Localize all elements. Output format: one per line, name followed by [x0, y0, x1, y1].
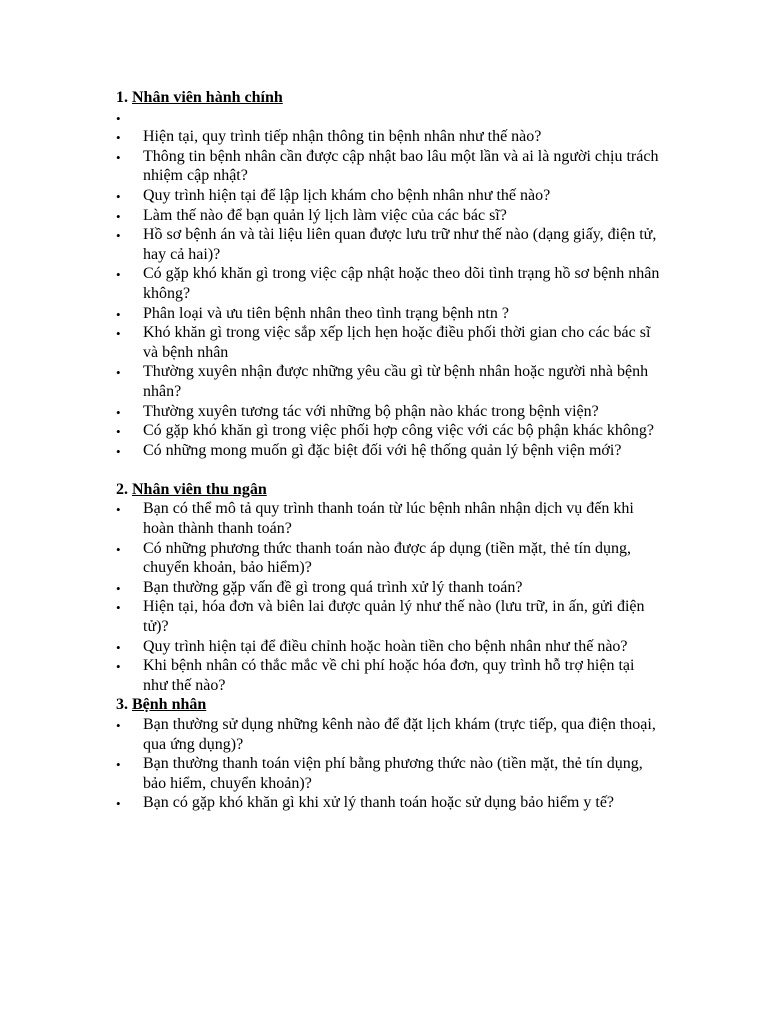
list-item [116, 304, 661, 324]
question-text: Thông tin bệnh nhân cần được cập nhật bao lâu một lần và ai là người chịu trách nhiệm cập nhật? [143, 147, 659, 185]
bullet-icon [116, 225, 126, 246]
list-item [116, 127, 661, 147]
question-text: Có những mong muốn gì đặc biệt đối với hệ thống quản lý bệnh viện mới? [143, 441, 622, 459]
bullet-icon [116, 264, 126, 285]
bullet-icon [116, 499, 126, 520]
bullet-icon [116, 578, 126, 599]
list-item [116, 597, 661, 636]
question-list [116, 108, 661, 461]
list-item [116, 186, 661, 206]
section-title: Nhân viên hành chính [132, 89, 283, 106]
section-number: 1. [116, 89, 128, 106]
question-text: Bạn thường sử dụng những kênh nào để đặt lịch khám (trực tiếp, qua điện thoại, qua ứng dụng)? [143, 716, 656, 753]
question-list [116, 715, 661, 813]
list-item [116, 206, 661, 226]
list-item [116, 147, 661, 186]
question-text: Khi bệnh nhân có thắc mắc về chi phí hoặc hóa đơn, quy trình hỗ trợ hiện tại như thế nào? [143, 657, 635, 694]
document-page [116, 88, 661, 813]
list-item [116, 539, 661, 578]
list-item [116, 362, 661, 401]
question-text: Thường xuyên nhận được những yêu cầu gì từ bệnh nhân hoặc người nhà bệnh nhân? [143, 363, 649, 400]
question-text: Bạn có thể mô tả quy trình thanh toán từ lúc bệnh nhân nhận dịch vụ đến khi hoàn thành thanh toán? [143, 500, 634, 538]
question-text: Hiện tại, hóa đơn và biên lai được quản lý như thế nào (lưu trữ, in ấn, gửi điện tử)? [143, 598, 645, 636]
bullet-icon [116, 304, 126, 325]
question-list [116, 499, 661, 695]
list-item [116, 499, 661, 538]
question-text: Phân loại và ưu tiên bệnh nhân theo tình trạng bệnh ntn ? [143, 304, 509, 322]
list-item [116, 578, 661, 598]
list-item [116, 637, 661, 657]
question-text: Khó khăn gì trong việc sắp xếp lịch hẹn hoặc điều phối thời gian cho các bác sĩ và bệnh nhân [143, 324, 651, 361]
bullet-icon [116, 715, 126, 736]
list-item [116, 793, 661, 813]
question-text: Có gặp khó khăn gì trong việc cập nhật hoặc theo dõi tình trạng hồ sơ bệnh nhân không? [143, 265, 660, 302]
bullet-icon [116, 206, 126, 227]
question-text: Hiện tại, quy trình tiếp nhận thông tin bệnh nhân như thế nào? [143, 128, 542, 146]
bullet-icon [116, 421, 126, 442]
question-text: Bạn thường thanh toán viện phí bằng phương thức nào (tiền mặt, thẻ tín dụng, bảo hiểm, chuyển khoản)? [143, 755, 643, 792]
section-spacer [116, 460, 661, 480]
bullet-icon [116, 362, 126, 383]
bullet-icon [116, 108, 126, 129]
bullet-icon [116, 754, 126, 775]
list-item [116, 402, 661, 422]
section-number: 2. [116, 480, 128, 498]
bullet-icon [116, 402, 126, 423]
list-item [116, 323, 661, 362]
question-text: Có những phương thức thanh toán nào được áp dụng (tiền mặt, thẻ tín dụng, chuyển khoản, bảo hiểm)? [143, 539, 631, 577]
section-heading [116, 88, 661, 108]
bullet-icon [116, 323, 126, 344]
section-title: Bệnh nhân [132, 696, 207, 714]
question-text: Quy trình hiện tại để điều chỉnh hoặc hoàn tiền cho bệnh nhân như thế nào? [143, 637, 628, 655]
bullet-icon [116, 637, 126, 658]
list-item [116, 656, 661, 695]
list-item [116, 264, 661, 303]
question-text: Hồ sơ bệnh án và tài liệu liên quan được lưu trữ như thế nào (dạng giấy, điện tử, hay cả hai)? [143, 226, 657, 263]
list-item [116, 421, 661, 441]
bullet-icon [116, 656, 126, 677]
bullet-icon [116, 147, 126, 168]
bullet-icon [116, 597, 126, 618]
bullet-icon [116, 127, 126, 148]
list-item [116, 225, 661, 264]
question-text: Có gặp khó khăn gì trong việc phối hợp công việc với các bộ phận khác không? [143, 422, 655, 440]
section-number: 3. [116, 696, 128, 714]
question-text: Thường xuyên tương tác với những bộ phận nào khác trong bệnh viện? [143, 402, 599, 420]
list-item [116, 754, 661, 793]
question-text: Bạn thường gặp vấn đề gì trong quá trình xử lý thanh toán? [143, 578, 523, 596]
question-text: Làm thế nào để bạn quản lý lịch làm việc của các bác sĩ? [143, 206, 507, 224]
bullet-icon [116, 539, 126, 560]
section-title: Nhân viên thu ngân [132, 480, 267, 498]
bullet-icon [116, 186, 126, 207]
section-heading [116, 480, 661, 500]
list-item [116, 108, 661, 128]
list-item [116, 441, 661, 461]
list-item [116, 715, 661, 754]
question-text: Bạn có gặp khó khăn gì khi xử lý thanh toán hoặc sử dụng bảo hiểm y tế? [143, 794, 615, 812]
bullet-icon [116, 793, 126, 814]
bullet-icon [116, 441, 126, 462]
question-text: Quy trình hiện tại để lập lịch khám cho bệnh nhân như thế nào? [143, 186, 551, 204]
section-heading [116, 695, 661, 715]
